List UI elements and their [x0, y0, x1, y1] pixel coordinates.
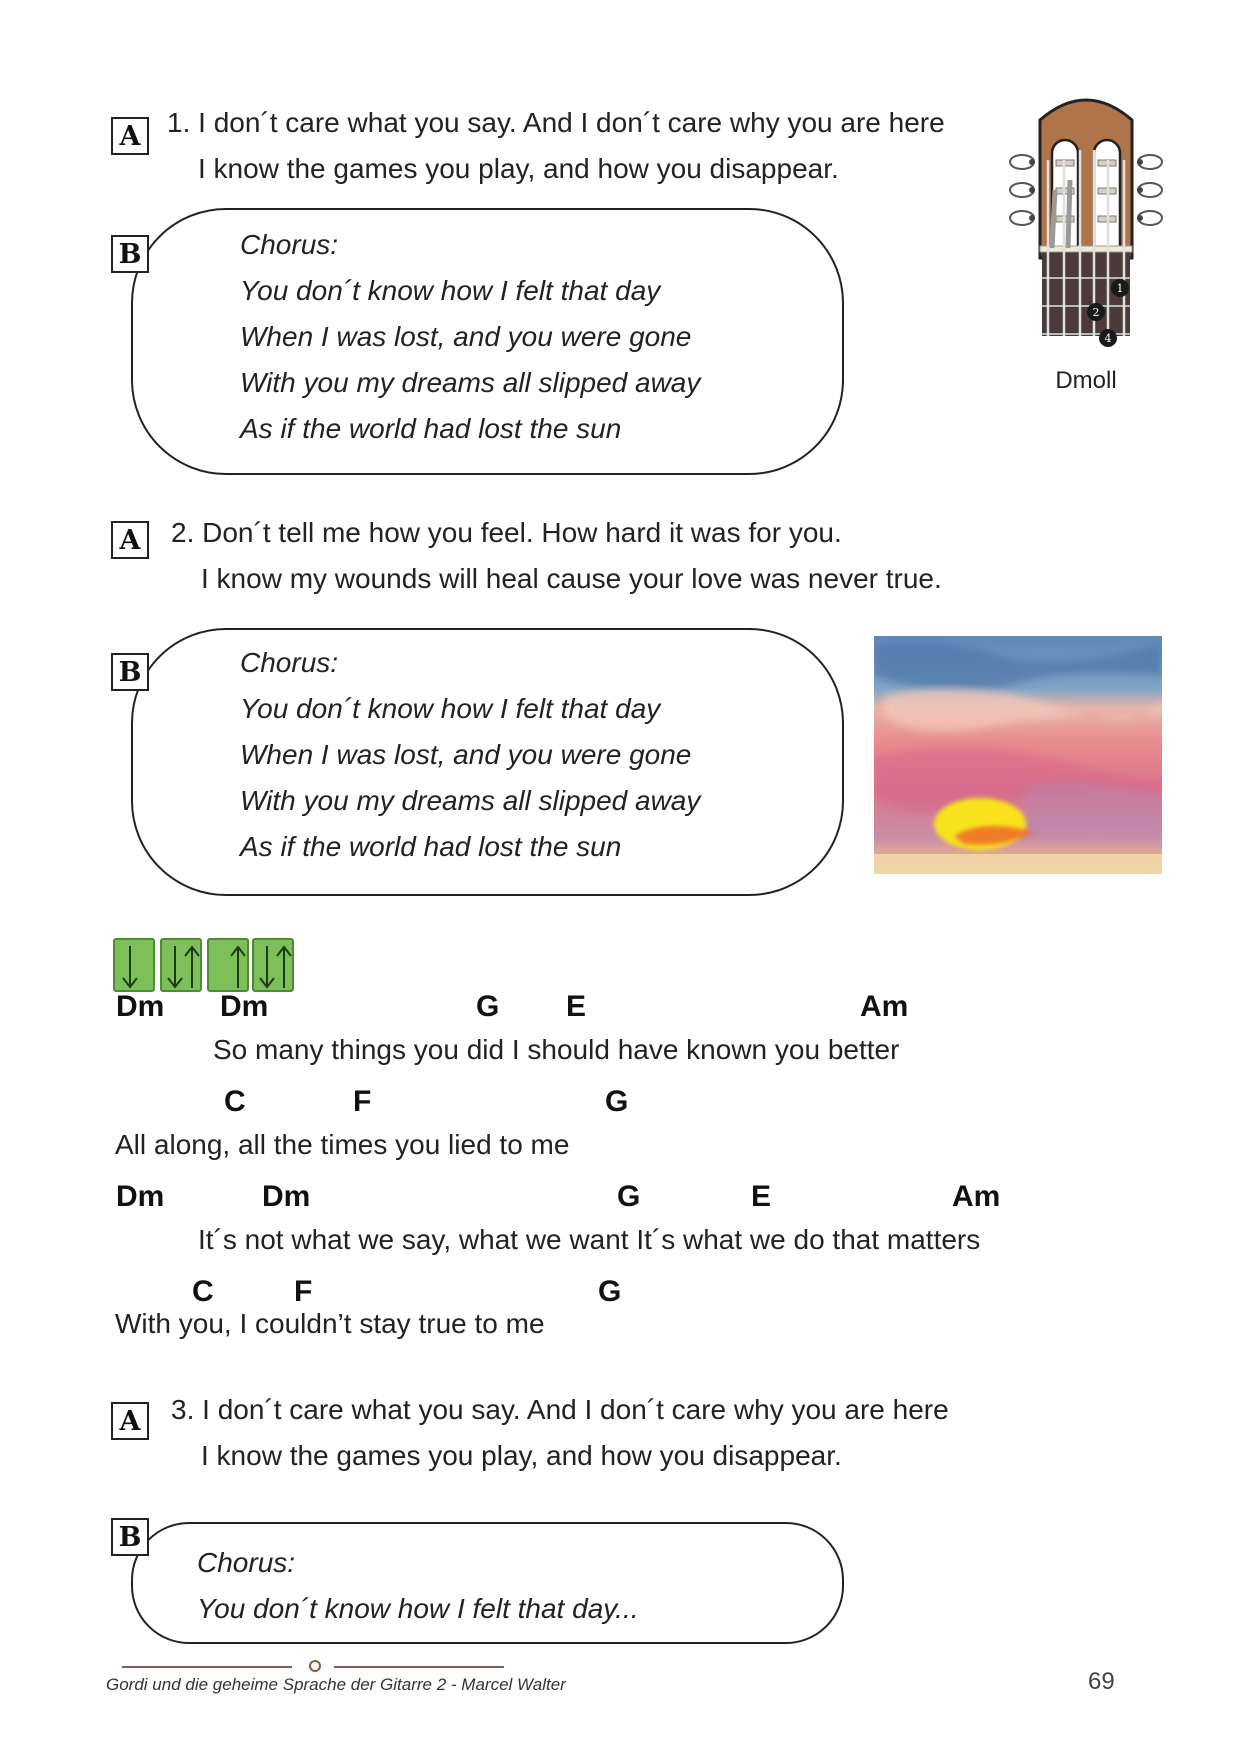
chord-label: E — [751, 1180, 772, 1213]
strum-box-down-up — [252, 938, 294, 992]
verse-3-line-2: I know the games you play, and how you disappear. — [201, 1440, 842, 1471]
chord-label: Am — [860, 990, 909, 1023]
verse-1-line-1: 1. I don´t care what you say. And I don´t care why you are here — [167, 107, 945, 138]
chord-label: F — [353, 1085, 372, 1118]
chorus-line: With you my dreams all slipped away — [240, 785, 701, 816]
chord-label: Dm — [220, 990, 269, 1023]
strum-box-down — [113, 938, 155, 992]
chord-label: C — [224, 1085, 246, 1118]
verse-2-line-1: 2. Don´t tell me how you feel. How hard it was for you. — [171, 517, 842, 548]
section-label-a: A — [111, 521, 149, 559]
chorus-line: When I was lost, and you were gone — [240, 739, 692, 770]
chorus-line: As if the world had lost the sun — [240, 413, 622, 444]
chord-label: Dm — [116, 990, 165, 1023]
chorus-title: Chorus: — [240, 229, 339, 260]
lyric-line: All along, all the times you lied to me — [115, 1129, 570, 1160]
verse-3-line-1: 3. I don´t care what you say. And I don´t care why you are here — [171, 1394, 949, 1425]
section-label-a: A — [111, 117, 149, 155]
finger-number: 1 — [1116, 282, 1124, 295]
section-label-a: A — [111, 1402, 149, 1440]
footer-ornament-icon — [309, 1660, 321, 1672]
verse-2-line-2: I know my wounds will heal cause your love was never true. — [201, 563, 942, 594]
up-arrow-icon — [209, 940, 251, 994]
chord-label: G — [476, 990, 500, 1023]
chord-label: F — [294, 1275, 313, 1308]
section-label-b: B — [111, 1518, 149, 1556]
section-label-b: B — [111, 653, 149, 691]
verse-1-line-2: I know the games you play, and how you disappear. — [198, 153, 839, 184]
lyric-line: It´s not what we say, what we want It´s what we do that matters — [198, 1224, 981, 1255]
chord-diagram — [1008, 90, 1164, 370]
chord-label: G — [617, 1180, 641, 1213]
sunset-watercolor-image — [874, 636, 1162, 874]
chord-label: C — [192, 1275, 214, 1308]
chord-label: Dm — [262, 1180, 311, 1213]
chorus-line: You don´t know how I felt that day — [240, 275, 661, 306]
strum-box-down-up — [160, 938, 202, 992]
chorus-line: With you my dreams all slipped away — [240, 367, 701, 398]
chorus-title: Chorus: — [197, 1547, 296, 1578]
footer-rule-right — [334, 1666, 504, 1668]
strum-box-up — [207, 938, 249, 992]
footer-rule-left — [122, 1666, 292, 1668]
chorus-title: Chorus: — [240, 647, 339, 678]
chord-label: Dm — [116, 1180, 165, 1213]
finger-number: 2 — [1092, 306, 1100, 319]
finger-number: 4 — [1104, 332, 1112, 345]
lyric-line: With you, I couldn’t stay true to me — [115, 1308, 545, 1339]
chord-label: G — [598, 1275, 622, 1308]
lyric-line: So many things you did I should have known you better — [213, 1034, 900, 1065]
down-up-arrow-icon — [162, 940, 204, 994]
chorus-line: As if the world had lost the sun — [240, 831, 622, 862]
down-arrow-icon — [115, 940, 157, 994]
guitar-headstock-icon — [1008, 90, 1164, 370]
footer-book-title: Gordi und die geheime Sprache der Gitarre 2 - Marcel Walter — [106, 1675, 566, 1694]
section-label-b: B — [111, 235, 149, 273]
chorus-line: You don´t know how I felt that day... — [197, 1593, 639, 1624]
page-number: 69 — [1088, 1668, 1115, 1695]
chorus-line: You don´t know how I felt that day — [240, 693, 661, 724]
down-up-arrow-icon — [254, 940, 296, 994]
chord-name: Dmoll — [1055, 367, 1117, 394]
chord-label: E — [566, 990, 587, 1023]
chorus-line: When I was lost, and you were gone — [240, 321, 692, 352]
chord-label: Am — [952, 1180, 1001, 1213]
chord-label: G — [605, 1085, 629, 1118]
